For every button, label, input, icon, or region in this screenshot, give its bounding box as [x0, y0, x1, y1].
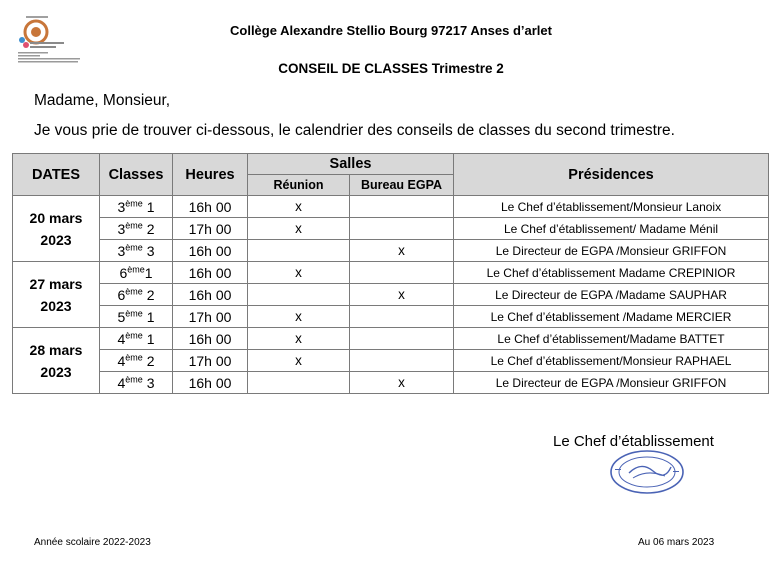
class-cell: [100, 284, 173, 306]
class-superscript: ème: [125, 351, 143, 362]
reunion-cell: x: [248, 350, 350, 372]
class-cell: [100, 328, 173, 350]
header-reunion: Réunion: [248, 175, 350, 196]
heure-cell: 16h 00: [173, 262, 248, 284]
class-number: 2: [142, 286, 155, 303]
class-number: 1: [144, 264, 153, 281]
heure-cell: 16h 00: [173, 284, 248, 306]
class-number: 3: [142, 242, 155, 259]
date-year: 2023: [40, 231, 72, 248]
reunion-cell: [248, 372, 350, 394]
footer-date: Au 06 mars 2023: [638, 537, 715, 548]
date-day: 27 mars: [29, 275, 83, 292]
class-level: 4: [117, 330, 126, 347]
heure-cell: 17h 00: [173, 350, 248, 372]
class-number: 2: [142, 220, 155, 237]
class-cell: [100, 262, 173, 284]
date-year: 2023: [40, 297, 72, 314]
bureau-cell: x: [350, 240, 454, 262]
class-superscript: ème: [125, 329, 143, 340]
class-number: 3: [142, 374, 155, 391]
footer-school-year: Année scolaire 2022-2023: [34, 537, 151, 548]
class-level: 3: [117, 220, 126, 237]
bureau-cell: x: [350, 284, 454, 306]
table-row: [13, 240, 769, 262]
bureau-cell: [350, 262, 454, 284]
table-row: [13, 284, 769, 306]
class-superscript: ème: [125, 197, 143, 208]
table-row: [13, 196, 769, 218]
class-superscript: ème: [125, 219, 143, 230]
reunion-cell: x: [248, 262, 350, 284]
class-superscript: ème: [125, 307, 143, 318]
class-level: 4: [117, 352, 126, 369]
class-cell: [100, 372, 173, 394]
date-day: 28 mars: [29, 341, 83, 358]
calendar-body: [13, 196, 769, 394]
school-logo: [14, 14, 90, 64]
document-title: CONSEIL DE CLASSES Trimestre 2: [278, 61, 504, 76]
presidence-cell: Le Chef d’établissement /Madame MERCIER: [454, 306, 769, 328]
header-classes: Classes: [100, 154, 173, 196]
reunion-cell: [248, 240, 350, 262]
table-row: [13, 218, 769, 240]
class-number: 1: [142, 198, 155, 215]
date-year: 2023: [40, 363, 72, 380]
official-stamp: [607, 447, 687, 497]
header-salles: Salles: [248, 154, 454, 175]
class-level: 6: [117, 286, 126, 303]
date-day: 20 mars: [29, 209, 83, 226]
class-cell: [100, 240, 173, 262]
header-bureau: Bureau EGPA: [350, 175, 454, 196]
presidence-cell: Le Chef d’établissement/ Madame Ménil: [454, 218, 769, 240]
class-cell: [100, 306, 173, 328]
table-row: [13, 328, 769, 350]
table-row: [13, 262, 769, 284]
presidence-cell: Le Directeur de EGPA /Madame SAUPHAR: [454, 284, 769, 306]
class-level: 5: [117, 308, 126, 325]
class-superscript: ème: [125, 241, 143, 252]
heure-cell: 16h 00: [173, 240, 248, 262]
class-cell: [100, 218, 173, 240]
presidence-cell: Le Chef d’établissement Madame CREPINIOR: [454, 262, 769, 284]
signature-label: Le Chef d’établissement: [553, 433, 714, 450]
heure-cell: 16h 00: [173, 196, 248, 218]
header-dates: DATES: [13, 154, 100, 196]
heure-cell: 17h 00: [173, 306, 248, 328]
bureau-cell: [350, 196, 454, 218]
calendar-table: [12, 153, 769, 394]
class-number: 1: [142, 308, 155, 325]
school-name: Collège Alexandre Stellio Bourg 97217 Anses d’arlet: [230, 23, 552, 38]
class-cell: [100, 350, 173, 372]
class-number: 2: [142, 352, 155, 369]
table-row: [13, 306, 769, 328]
header-heures: Heures: [173, 154, 248, 196]
table-row: [13, 372, 769, 394]
reunion-cell: x: [248, 196, 350, 218]
class-superscript: ème: [127, 263, 145, 274]
reunion-cell: [248, 284, 350, 306]
class-level: 4: [117, 374, 126, 391]
reunion-cell: x: [248, 306, 350, 328]
reunion-cell: x: [248, 328, 350, 350]
class-level: 3: [117, 242, 126, 259]
bureau-cell: x: [350, 372, 454, 394]
presidence-cell: Le Directeur de EGPA /Monsieur GRIFFON: [454, 372, 769, 394]
bureau-cell: [350, 218, 454, 240]
date-cell: [13, 328, 100, 394]
class-cell: [100, 196, 173, 218]
bureau-cell: [350, 350, 454, 372]
presidence-cell: Le Chef d’établissement/Monsieur RAPHAEL: [454, 350, 769, 372]
date-cell: [13, 262, 100, 328]
date-cell: [13, 196, 100, 262]
presidence-cell: Le Chef d’établissement/Madame BATTET: [454, 328, 769, 350]
header-presidences: Présidences: [454, 154, 769, 196]
presidence-cell: Le Chef d’établissement/Monsieur Lanoix: [454, 196, 769, 218]
heure-cell: 16h 00: [173, 372, 248, 394]
class-superscript: ème: [125, 373, 143, 384]
intro-text: Je vous prie de trouver ci-dessous, le calendrier des conseils de classes du second trimestre.: [34, 122, 675, 139]
heure-cell: 16h 00: [173, 328, 248, 350]
class-level: 3: [117, 198, 126, 215]
class-level: 6: [119, 264, 128, 281]
bureau-cell: [350, 306, 454, 328]
heure-cell: 17h 00: [173, 218, 248, 240]
reunion-cell: x: [248, 218, 350, 240]
bureau-cell: [350, 328, 454, 350]
greeting: Madame, Monsieur,: [34, 92, 171, 109]
presidence-cell: Le Directeur de EGPA /Monsieur GRIFFON: [454, 240, 769, 262]
class-number: 1: [142, 330, 155, 347]
class-superscript: ème: [125, 285, 143, 296]
table-row: [13, 350, 769, 372]
